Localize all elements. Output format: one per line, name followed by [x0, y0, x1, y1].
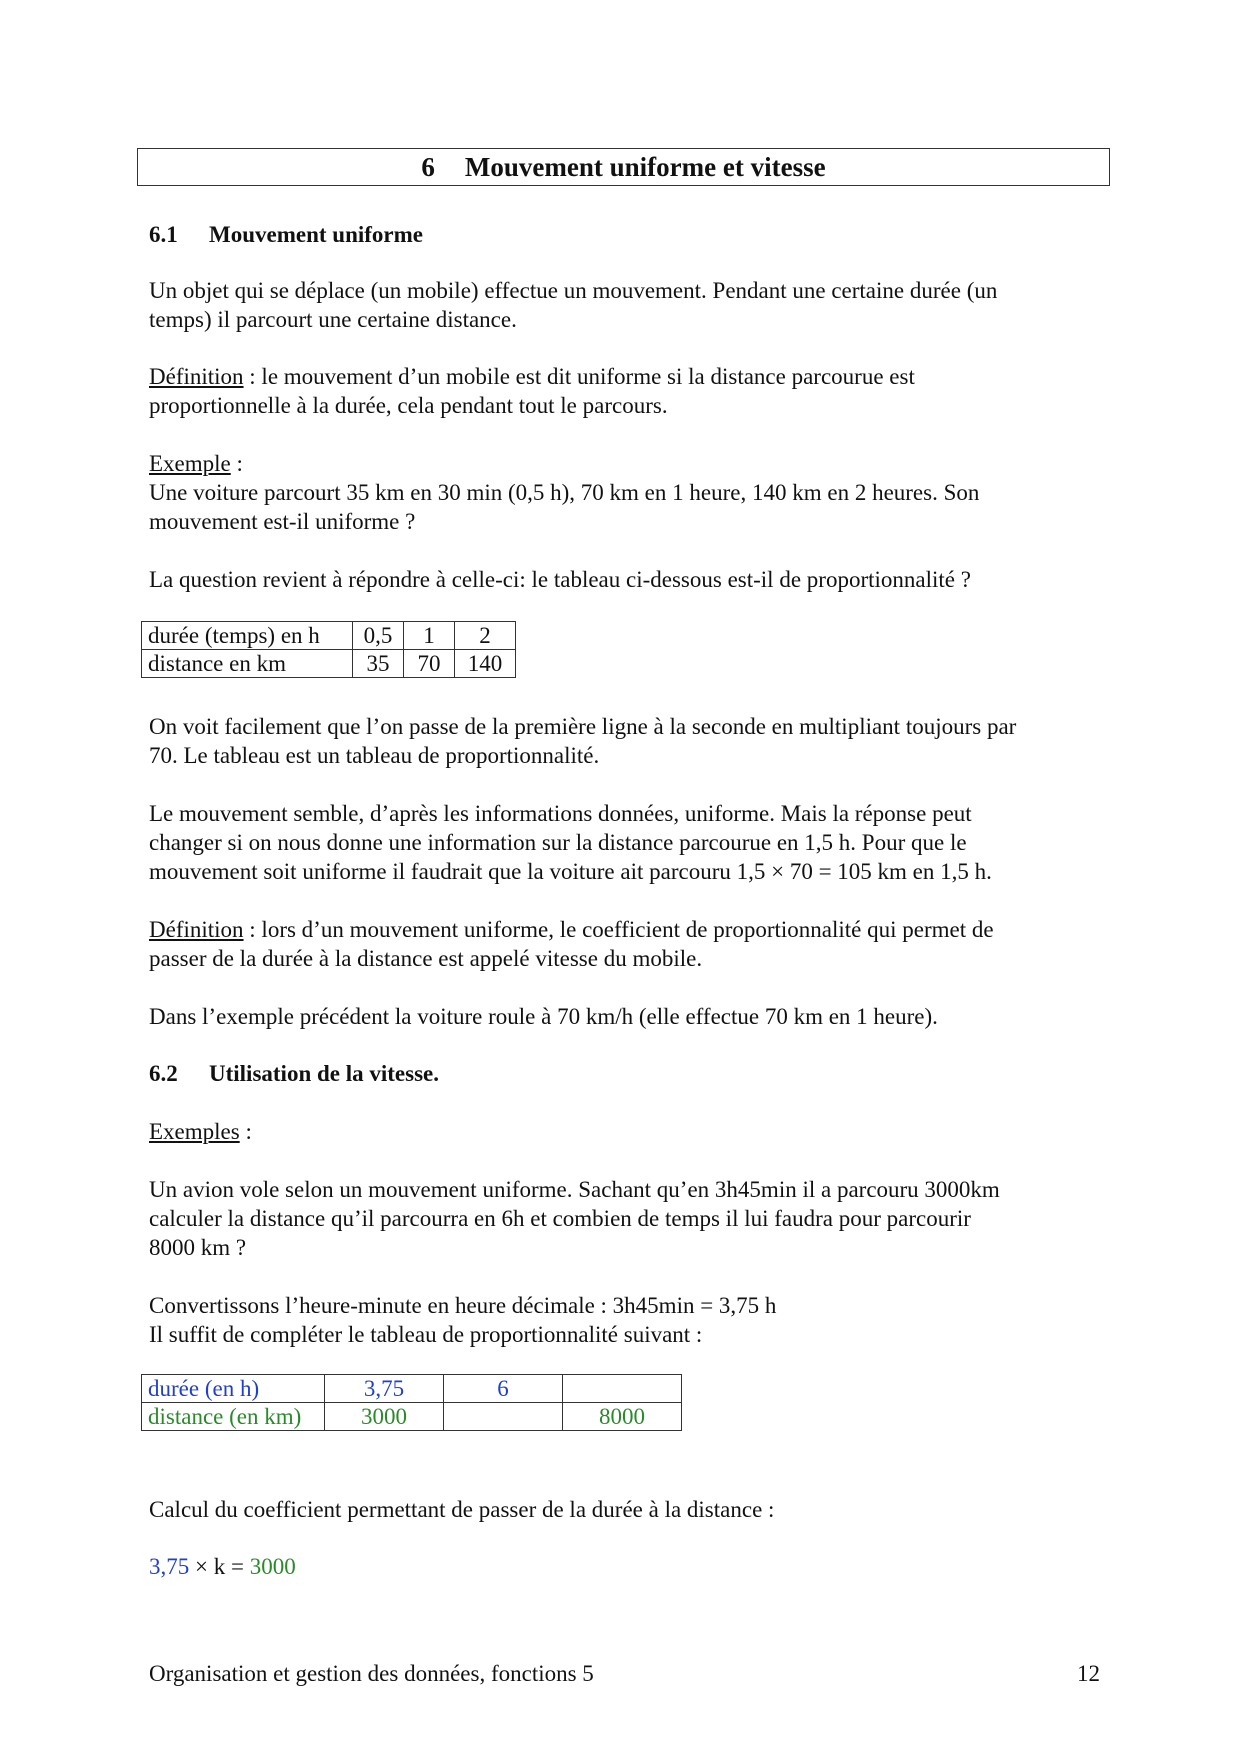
- example-label: Exemple: [149, 451, 231, 476]
- examples-label-suffix: :: [239, 1119, 252, 1144]
- section-6-2-heading: [149, 1059, 439, 1088]
- table-cell: 70: [404, 650, 455, 678]
- table-cell: [444, 1403, 563, 1431]
- paragraph-conversion: [149, 1291, 1109, 1349]
- text-line: 70. Le tableau est un tableau de proportionnalité.: [149, 743, 600, 768]
- table-cell: 0,5: [353, 622, 404, 650]
- equation-operator: × k =: [189, 1554, 250, 1579]
- section-6-1-heading: [149, 220, 423, 249]
- text-line: calculer la distance qu’il parcourra en 6h et combien de temps il lui faudra pour parcourir: [149, 1206, 971, 1231]
- table-cell: 35: [353, 650, 404, 678]
- section-title: Mouvement uniforme: [209, 222, 423, 247]
- text-line: Une voiture parcourt 35 km en 30 min (0,5 h), 70 km en 1 heure, 140 km en 2 heures. Son: [149, 480, 980, 505]
- proportionality-table-1: [141, 621, 516, 678]
- table-cell: durée (en h): [142, 1375, 325, 1403]
- proportionality-table-2: [141, 1374, 682, 1431]
- table-cell: 3000: [325, 1403, 444, 1431]
- table-cell: 1: [404, 622, 455, 650]
- text-line: Le mouvement semble, d’après les informations données, uniforme. Mais la réponse peut: [149, 801, 972, 826]
- section-number: 6.1: [149, 222, 178, 247]
- table-cell: durée (temps) en h: [142, 622, 353, 650]
- text-line: Un avion vole selon un mouvement uniforme. Sachant qu’en 3h45min il a parcouru 3000km: [149, 1177, 1000, 1202]
- text-line: On voit facilement que l’on passe de la première ligne à la seconde en multipliant toujours par: [149, 714, 1017, 739]
- paragraph-observation: [149, 712, 1109, 770]
- table-cell: 140: [455, 650, 516, 678]
- examples-label: Exemples: [149, 1119, 240, 1144]
- paragraph-intro: [149, 276, 1109, 334]
- text-line: temps) il parcourt une certaine distance.: [149, 307, 517, 332]
- text-line: Il suffit de compléter le tableau de proportionnalité suivant :: [149, 1322, 703, 1347]
- section-number: 6.2: [149, 1061, 178, 1086]
- example-1: [149, 449, 1109, 536]
- chapter-number: 6: [421, 151, 435, 182]
- equation-duration: 3,75: [149, 1554, 190, 1579]
- footer-title: Organisation et gestion des données, fonctions 5: [149, 1661, 594, 1686]
- equation: [149, 1552, 1109, 1581]
- paragraph-airplane: [149, 1175, 1109, 1262]
- table-cell: 6: [444, 1375, 563, 1403]
- chapter-title: [137, 148, 1110, 186]
- table-cell: 3,75: [325, 1375, 444, 1403]
- text-line: Un objet qui se déplace (un mobile) effectue un mouvement. Pendant une certaine durée (un: [149, 278, 998, 303]
- definition-label: Définition: [149, 364, 244, 389]
- definition-2: [149, 915, 1109, 973]
- paragraph-speed-example: Dans l’exemple précédent la voiture roule à 70 km/h (elle effectue 70 km en 1 heure).: [149, 1004, 938, 1029]
- table-cell: 2: [455, 622, 516, 650]
- question-line: La question revient à répondre à celle-ci: le tableau ci-dessous est-il de proportionnalité ?: [149, 567, 971, 592]
- definition-label: Définition: [149, 917, 244, 942]
- examples-label-line: [149, 1117, 1109, 1146]
- paragraph-conclusion: [149, 799, 1109, 886]
- table-cell: distance (en km): [142, 1403, 325, 1431]
- page-number: 12: [1077, 1661, 1100, 1686]
- section-title: Utilisation de la vitesse.: [209, 1061, 439, 1086]
- definition-text: : le mouvement d’un mobile est dit uniforme si la distance parcourue est: [243, 364, 915, 389]
- table-row: [142, 650, 516, 678]
- table-cell: distance en km: [142, 650, 353, 678]
- table-row: [142, 622, 516, 650]
- example-label-suffix: :: [230, 451, 243, 476]
- definition-1: [149, 362, 1109, 420]
- text-line: changer si on nous donne une information sur la distance parcourue en 1,5 h. Pour que le: [149, 830, 967, 855]
- table-cell: 8000: [563, 1403, 682, 1431]
- text-line: mouvement est-il uniforme ?: [149, 509, 416, 534]
- text-line: mouvement soit uniforme il faudrait que la voiture ait parcouru 1,5 × 70 = 105 km en 1,5 h.: [149, 859, 992, 884]
- text-line: passer de la durée à la distance est appelé vitesse du mobile.: [149, 946, 703, 971]
- table-row: [142, 1375, 682, 1403]
- text-line: proportionnelle à la durée, cela pendant tout le parcours.: [149, 393, 668, 418]
- chapter-title-text: Mouvement uniforme et vitesse: [464, 151, 826, 182]
- paragraph-coefficient: Calcul du coefficient permettant de passer de la durée à la distance :: [149, 1497, 775, 1522]
- text-line: 8000 km ?: [149, 1235, 247, 1260]
- text-line: Convertissons l’heure-minute en heure décimale : 3h45min = 3,75 h: [149, 1293, 777, 1318]
- table-row: [142, 1403, 682, 1431]
- equation-distance: 3000: [249, 1554, 296, 1579]
- definition-text: : lors d’un mouvement uniforme, le coefficient de proportionnalité qui permet de: [243, 917, 994, 942]
- table-cell: [563, 1375, 682, 1403]
